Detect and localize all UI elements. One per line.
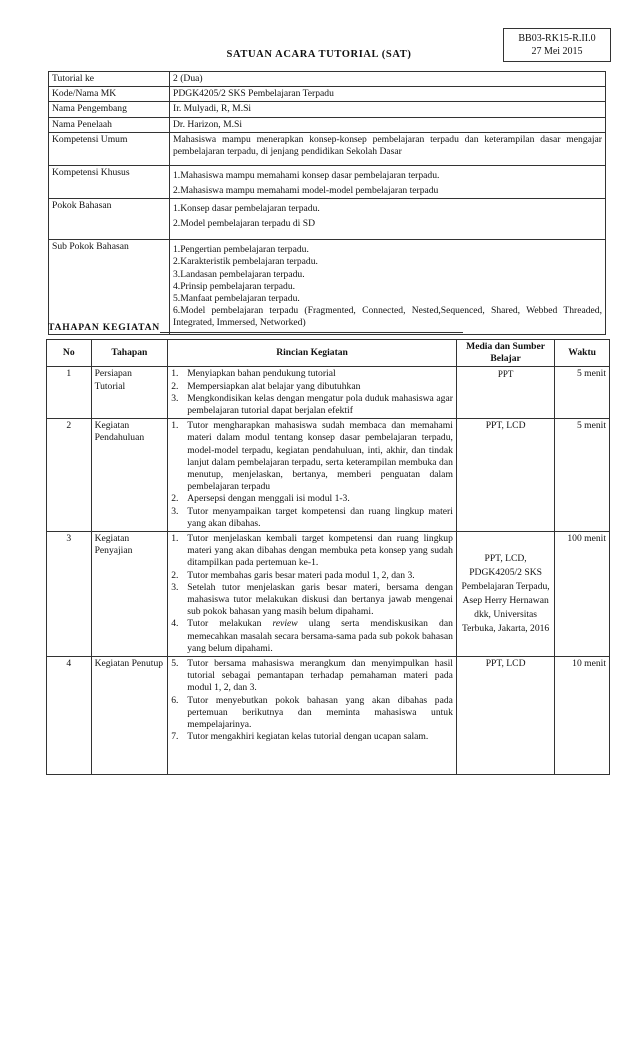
row-no: 2 (47, 419, 92, 532)
row-media: PPT (456, 367, 554, 419)
list-item (171, 393, 453, 417)
list-item: 6.Model pembelajaran terpadu (Fragmented, Connected, Nested,Sequenced, Shared, Webbed Threaded, Integrated, Immersed, Networked) (173, 305, 602, 329)
list-item (171, 506, 453, 530)
info-value-cell (170, 132, 606, 165)
info-row-kompetensi-umum (49, 132, 606, 165)
list-item (171, 618, 453, 655)
list-item (171, 533, 453, 570)
media-text: PPT, LCD, PDGK4205/2 SKS Pembelajaran Terpadu, Asep Herry Hernawan dkk, Universitas Terbuka, Jakarta, 2016 (461, 553, 550, 635)
info-label: Kode/Nama MK (49, 87, 170, 102)
info-row-tutorial (49, 72, 606, 87)
item-text: Tutor menyebutkan pokok bahasan yang akan dibahas pada pertemuan berikutnya dan meminta mahasiswa untuk mempelajarinya. (187, 694, 453, 731)
row-tahapan: Persiapan Tutorial (91, 367, 168, 419)
item-number: 6. (171, 694, 179, 706)
list-item (171, 420, 453, 493)
info-row-penelaah (49, 117, 606, 132)
list-item: 2.Mahasiswa mampu memahami model-model pembelajaran terpadu (173, 185, 439, 197)
document-date: 27 Mei 2015 (531, 46, 583, 57)
header-media: Media dan Sumber Belajar (456, 340, 554, 367)
row-tahapan: Kegiatan Penyajian (91, 532, 168, 657)
item-text: ulang serta mendiskusikan dan memecahkan masalah secara bersama-sama pada sub pokok bahasan yang belum dipahami. (187, 618, 453, 654)
item-number: 7. (171, 731, 179, 743)
info-row-kompetensi-khusus (49, 165, 606, 198)
item-number: 2. (171, 380, 179, 392)
item-number: 3. (171, 581, 179, 593)
list-item: 2.Model pembelajaran terpadu di SD (173, 218, 315, 230)
list-item: 4.Prinsip pembelajaran terpadu. (173, 280, 296, 292)
info-label: Kompetensi Khusus (49, 165, 170, 198)
item-number: 2. (171, 569, 179, 581)
item-number: 4. (171, 618, 179, 630)
info-row-pokok-bahasan (49, 199, 606, 240)
row-tahapan: Kegiatan Pendahuluan (91, 419, 168, 532)
document-title: SATUAN ACARA TUTORIAL (SAT) (226, 49, 412, 60)
info-row-kode (49, 87, 606, 102)
row-rincian (168, 532, 457, 657)
item-text: Tutor menyampaikan target kompetensi dan ruang lingkup materi yang akan dibahas. (187, 505, 453, 529)
row-media: PPT, LCD (456, 657, 554, 775)
info-label: Nama Penelaah (49, 117, 170, 132)
info-value: Ir. Mulyadi, R, M.Si (170, 102, 606, 117)
row-no: 1 (47, 367, 92, 419)
header-waktu: Waktu (555, 340, 610, 367)
info-label: Sub Pokok Bahasan (49, 240, 170, 334)
item-text: Tutor melakukan (187, 618, 273, 630)
item-text: Tutor mengakhiri kegiatan kelas tutorial dengan ucapan salam. (187, 731, 429, 743)
list-item: 1.Konsep dasar pembelajaran terpadu. (173, 203, 320, 215)
item-text: Mengkondisikan kelas dengan mengatur pola duduk mahasiswa agar pembelajaran tutorial dapat berjalan efektif (187, 392, 453, 417)
list-item: 1.Mahasiswa mampu memahami konsep dasar pembelajaran terpadu. (173, 169, 440, 181)
item-number: 2. (171, 493, 179, 505)
section-title: TAHAPAN KEGIATAN (48, 322, 161, 333)
list-item: 1.Pengertian pembelajaran terpadu. (173, 244, 309, 256)
row-tahapan: Kegiatan Penutup (91, 657, 168, 775)
row-rincian (168, 419, 457, 532)
row-no: 4 (47, 657, 92, 775)
row-waktu: 10 menit (555, 657, 610, 775)
item-text: Tutor bersama mahasiswa merangkum dan menyimpulkan hasil tutorial sebagai pemantapan terhadap pemahaman materi pada modul 1, 2, dan 3. (187, 658, 453, 694)
list-item: 5.Manfaat pembelajaran terpadu. (173, 293, 300, 305)
info-value: Mahasiswa mampu menerapkan konsep-konsep pembelajaran terpadu dan keterampilan dasar mengajar pembelajaran terpadu, di jenjang pendidikan Sekolah Dasar (173, 133, 602, 158)
item-text: Tutor membahas garis besar materi pada modul 1, 2, dan 3. (187, 569, 415, 581)
item-text: Tutor menjelaskan kembali target kompetensi dan ruang lingkup materi yang akan dibahas dengan membuka peta konsep yang sudah ditampilkan pada pertemuan ke-1. (187, 533, 453, 569)
row-waktu: 5 menit (555, 367, 610, 419)
row-waktu: 100 menit (555, 532, 610, 657)
item-number: 1. (171, 420, 179, 432)
header-rincian: Rincian Kegiatan (168, 340, 457, 367)
row-rincian (168, 367, 457, 419)
list-item (171, 731, 453, 743)
item-text: Menyiapkan bahan pendukung tutorial (187, 368, 336, 380)
list-item (171, 368, 453, 380)
info-value: PDGK4205/2 SKS Pembelajaran Terpadu (170, 87, 606, 102)
row-media: PPT, LCD (456, 419, 554, 532)
info-row-pengembang (49, 102, 606, 117)
document-code: BB03-RK15-R.II.0 (518, 33, 596, 44)
row-no: 3 (47, 532, 92, 657)
row-rincian (168, 657, 457, 775)
info-label: Pokok Bahasan (49, 199, 170, 240)
info-label: Kompetensi Umum (49, 132, 170, 165)
item-text: Apersepsi dengan menggali isi modul 1-3. (187, 493, 350, 505)
list-item: 2.Karakteristik pembelajaran terpadu. (173, 256, 318, 268)
table-row (47, 657, 610, 775)
activities-table (46, 339, 610, 775)
header-no: No (47, 340, 92, 367)
list-item (171, 381, 453, 393)
list-item: 3.Landasan pembelajaran terpadu. (173, 268, 305, 280)
item-number: 1. (171, 368, 179, 380)
item-number: 3. (171, 392, 179, 404)
info-value-cell (170, 165, 606, 198)
item-text: Mempersiapkan alat belajar yang dibutuhkan (187, 380, 361, 392)
info-row-sub-pokok-bahasan (49, 240, 606, 334)
item-number: 1. (171, 533, 179, 545)
item-text: Tutor mengharapkan mahasiswa sudah membaca dan memahami materi dalam modul tentang konsep dasar pembelajaran terpadu, model-model terpadu, kegiatan pendahuluan, inti, akhir, dan tindak lanjut dalam pembelajaran terpadu, serta keterampilan membuka dan menutup, menjelaskan, bertanya, memberi penguatan dalam pembelajaran terpadu (187, 420, 453, 493)
info-value: Dr. Harizon, M.Si (170, 117, 606, 132)
list-item (171, 582, 453, 619)
list-item (171, 493, 453, 505)
table-row (47, 532, 610, 657)
row-waktu: 5 menit (555, 419, 610, 532)
info-value-cell (170, 240, 606, 334)
info-value-cell (170, 199, 606, 240)
info-value: 2 (Dua) (170, 72, 606, 87)
section-underline (160, 332, 463, 333)
header-row (47, 340, 610, 367)
item-text: Setelah tutor menjelaskan garis besar materi, bersama dengan mahasiswa tutor melakukan diskusi dan bertanya jawab mengenai sub pokok bahasan yang masih belum dipahami. (187, 581, 453, 618)
list-item (171, 570, 453, 582)
item-number: 5. (171, 658, 179, 670)
header-tahapan: Tahapan (91, 340, 168, 367)
list-item (171, 695, 453, 732)
item-text-emphasis: review (272, 618, 298, 630)
info-label: Nama Pengembang (49, 102, 170, 117)
list-item (171, 658, 453, 695)
row-media (456, 532, 554, 657)
info-label: Tutorial ke (49, 72, 170, 87)
item-number: 3. (171, 505, 179, 517)
course-info-table (48, 71, 606, 335)
table-row (47, 367, 610, 419)
table-row (47, 419, 610, 532)
